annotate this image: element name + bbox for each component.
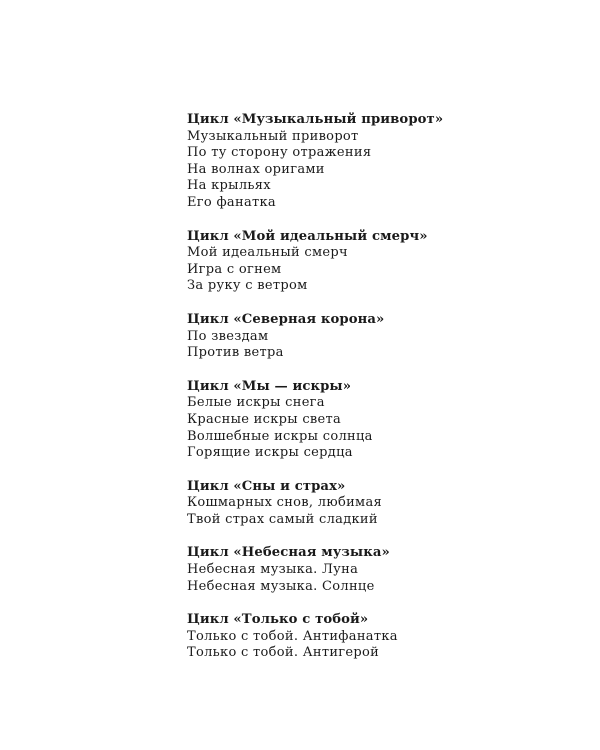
book-title: Горящие искры сердца bbox=[187, 445, 353, 461]
book-title: Музыкальный приворот bbox=[187, 128, 359, 144]
book-title: Красные искры света bbox=[187, 411, 342, 427]
book-title: Твой страх самый сладкий bbox=[187, 511, 378, 527]
cycle-section bbox=[187, 479, 567, 529]
book-title: На крыльях bbox=[187, 178, 271, 194]
cycle-book-list bbox=[187, 629, 567, 662]
cycle-title: Цикл «Музыкальный приворот» bbox=[187, 112, 444, 127]
cycle-book-list bbox=[187, 129, 567, 212]
cycle-section bbox=[187, 379, 567, 462]
book-title: Небесная музыка. Солнце bbox=[187, 578, 375, 594]
book-title: Белые искры снега bbox=[187, 395, 325, 411]
book-title: Его фанатка bbox=[187, 194, 276, 210]
book-title: Мой идеальный смерч bbox=[187, 245, 348, 261]
cycle-title: Цикл «Северная корона» bbox=[187, 311, 385, 327]
book-title: Игра с огнем bbox=[187, 261, 282, 277]
cycle-book-list bbox=[187, 329, 567, 362]
book-title: За руку с ветром bbox=[187, 278, 308, 294]
cycle-book-list bbox=[187, 395, 567, 461]
cycle-title: Цикл «Мы — искры» bbox=[187, 378, 352, 394]
book-title: Волшебные искры солнца bbox=[187, 428, 373, 444]
cycle-title: Цикл «Мой идеальный смерч» bbox=[187, 228, 428, 244]
cycle-section bbox=[187, 112, 567, 212]
book-title: На волнах оригами bbox=[187, 161, 325, 177]
cycle-title: Цикл «Сны и страх» bbox=[187, 478, 346, 494]
book-title: По звездам bbox=[187, 328, 269, 344]
cycle-section bbox=[187, 612, 567, 662]
cycle-section bbox=[187, 312, 567, 362]
cycle-title: Цикл «Небесная музыка» bbox=[187, 545, 390, 561]
book-title: Только с тобой. Антифанатка bbox=[187, 628, 398, 644]
book-title: По ту сторону отражения bbox=[187, 145, 372, 161]
cycle-section bbox=[187, 545, 567, 595]
cycle-book-list bbox=[187, 245, 567, 295]
cycle-section bbox=[187, 229, 567, 295]
cycle-book-list bbox=[187, 495, 567, 528]
book-title: Против ветра bbox=[187, 345, 284, 361]
cycle-book-list bbox=[187, 562, 567, 595]
book-title: Кошмарных снов, любимая bbox=[187, 495, 383, 511]
cycle-title: Цикл «Только с тобой» bbox=[187, 612, 369, 628]
book-title: Только с тобой. Антигерой bbox=[187, 645, 380, 661]
book-series-list bbox=[187, 112, 567, 679]
book-title: Небесная музыка. Луна bbox=[187, 562, 359, 578]
